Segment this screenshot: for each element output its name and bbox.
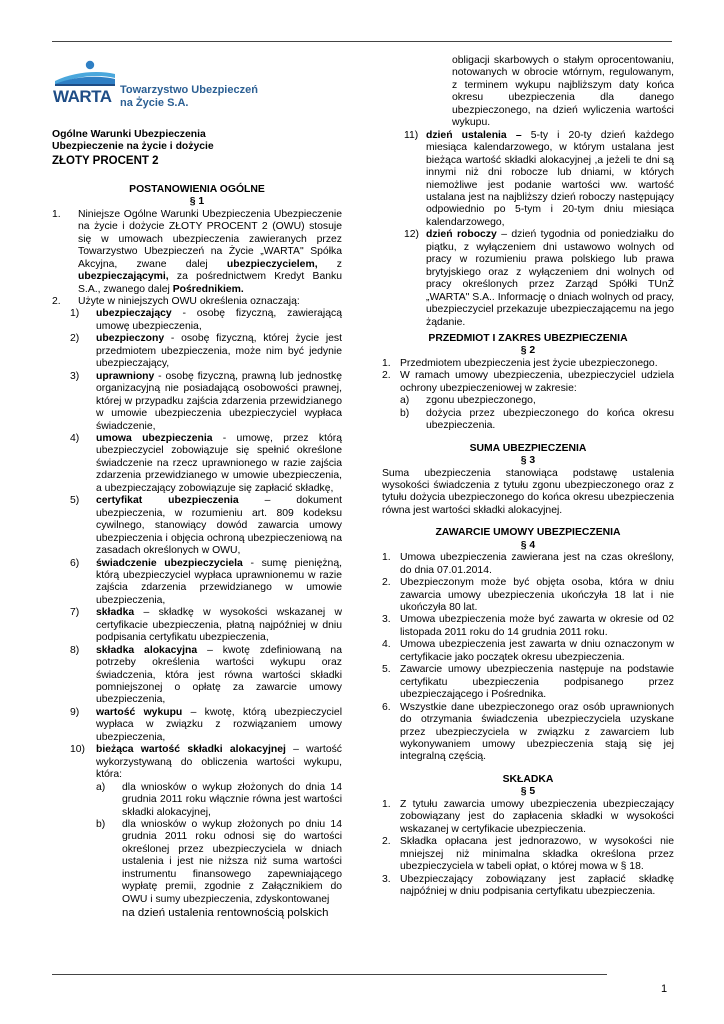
bottom-rule: [52, 974, 607, 975]
item-number: 3.: [382, 873, 391, 885]
section3-heading: SUMA UBEZPIECZENIA: [469, 442, 587, 454]
doc-product-name: ZŁOTY PROCENT 2: [52, 154, 159, 167]
item-text: zgonu ubezpieczonego,: [426, 395, 536, 407]
item-text: Umowa ubezpieczenia jest zawarta w dniu oznaczonym w certyfikacie jako początek okresu ubezpieczenia.: [400, 639, 674, 663]
item-text: – składkę w wysokości wskazanej w certyfikacie ubezpieczenia, płatną najpóźniej w dniu podpisania certyfikatu ubezpieczenia,: [96, 607, 342, 644]
section3-text: Suma ubezpieczenia stanowiąca podstawę ustalenia wysokości świadczenia z tytułu zgonu ubezpieczonego oraz z tytułu dożycia ubezpieczonego do końca okresu ubezpieczenia równa jest wartości składki alokacyjnej.: [382, 467, 674, 516]
section2-clauses: [382, 358, 674, 395]
item-text: – kwotę zdefiniowaną na potrzeby określenia wartości wykupu oraz świadczenia, która jest równa wartości składki pomniejszonej o opłatę za zawarcie umowy ubezpieczenia,: [96, 644, 342, 706]
term-ubezpieczajacy: ubezpieczającymi,: [78, 271, 169, 283]
defined-term: ubezpieczający: [96, 308, 172, 320]
item-text-tail: na dzień ustalenia rentownością polskich: [122, 907, 329, 920]
item-number: b): [400, 407, 410, 419]
clause-4-2: [382, 577, 674, 614]
item-number: 1.: [382, 357, 391, 369]
item-text: dożycia przez ubezpieczonego do końca okresu ubezpieczenia.: [426, 407, 674, 432]
defined-term: dzień roboczy: [426, 229, 497, 241]
clause-text: z: [317, 258, 342, 270]
left-column: [52, 129, 342, 920]
item-text: dla wniosków o wykup złożonych po dniu 14 grudnia 2011 roku odnosi się do wartości określonej przez ubezpieczyciela w dniach ustalenia i jest nie niższa niż suma wartości instrumentu finansowego zapewniającego wypłatę premii, zgodnie z Załącznikiem do OWU i sumy ubezpieczenia, zdyskontowanej: [122, 819, 342, 905]
clause-4-4: [382, 639, 674, 664]
doc-title-line2: Ubezpieczenie na życie i dożycie: [52, 141, 214, 153]
section4-clauses: [382, 552, 674, 764]
definition-1: [382, 130, 674, 230]
clause-number: 2.: [52, 295, 61, 307]
logo-company-name: [120, 84, 258, 110]
logo-dot: [86, 61, 94, 69]
definition-10-1: [52, 782, 342, 819]
term-posrednik: Pośrednikiem.: [172, 283, 244, 295]
clause-5-3: [382, 874, 674, 899]
logo-name-line1: Towarzystwo Ubezpieczeń: [120, 84, 258, 96]
right-column: [382, 55, 674, 898]
definition-2: [382, 229, 674, 329]
clause-2-2: [382, 370, 674, 395]
logo-wordmark: WARTA: [53, 87, 112, 106]
item-number: b): [96, 819, 106, 831]
clause-4-6: [382, 702, 674, 764]
item-text: - osobę fizyczną, której życie jest przedmiotem ubezpieczenia, może nim być jedynie ubezpieczający,: [96, 333, 342, 370]
item-text: – dokument ubezpieczenia, w rozumieniu art. 809 kodeksu cywilnego, stanowiący dowód zawarcia umowy ubezpieczenia i objęcia ochroną ubezpieczeniową na zasadach określonych w OWU,: [96, 495, 343, 557]
definition-10b-continuation: obligacji skarbowych o stałym oprocentowaniu, notowanych w obrocie wtórnym, regulowanym, z terminem wykupu najbliższym daty końca okresu ubezpieczenia dla danego ubezpieczonego, na dzień wyliczenia wartości wykupu.: [452, 55, 674, 129]
clause-text: za pośrednictwem Kredyt Banku S.A., zwanego dalej: [78, 271, 342, 295]
item-text: W ramach umowy ubezpieczenia, ubezpieczyciel udziela ochrony ubezpieczeniowej w zakresie:: [400, 370, 674, 394]
item-number: 2.: [382, 577, 391, 589]
defined-term: świadczenie ubezpieczyciela: [96, 557, 243, 569]
item-text: Z tytułu zawarcia umowy ubezpieczenia ubezpieczający zobowiązany jest do zapłacenia składki w wysokości wskazanej w certyfikacie ubezpieczenia.: [400, 798, 674, 835]
clause-2-2-2: [382, 408, 674, 433]
definition-8: [52, 645, 342, 707]
clause-1-1: [52, 209, 342, 296]
definitions-list-cont: [382, 130, 674, 329]
definition-6: [52, 558, 342, 608]
top-rule: [52, 41, 672, 42]
defined-term: certyfikat ubezpieczenia: [96, 495, 239, 507]
defined-term: wartość wykupu: [96, 706, 183, 718]
section5-heading: SKŁADKA: [502, 773, 554, 785]
definition-1: [52, 308, 342, 333]
item-number: 1.: [382, 798, 391, 810]
clause-5-2: [382, 836, 674, 873]
defined-term: ubezpieczony: [96, 333, 165, 345]
item-number: 11): [404, 129, 419, 141]
item-number: 3.: [382, 614, 391, 626]
item-number: 4.: [382, 639, 391, 651]
item-text: dla wniosków o wykup złożonych do dnia 14 grudnia 2011 roku włącznie równa jest wartości składki alokacyjnej,: [122, 781, 342, 818]
item-number: 7): [70, 607, 80, 619]
item-text: Umowa ubezpieczenia zawierana jest na czas określony, do dnia 07.01.2014.: [400, 552, 674, 576]
definition-2: [52, 333, 342, 370]
defined-term: bieżąca wartość składki alokacyjnej: [96, 744, 286, 756]
item-number: 1): [70, 308, 80, 320]
doc-title-line1: Ogólne Warunki Ubezpieczenia: [52, 129, 206, 140]
section1-heading: POSTANOWIENIA OGÓLNE: [129, 183, 265, 195]
clause-4-1: [382, 552, 674, 577]
section2-heading: PRZEDMIOT I ZAKRES UBEZPIECZENIA: [428, 332, 628, 344]
item-number: 10): [70, 744, 86, 756]
item-number: 3): [70, 370, 80, 382]
item-text: Ubezpieczający zobowiązany jest zapłacić składkę najpóźniej w dniu podpisania certyfikatu ubezpieczenia.: [400, 873, 674, 897]
definition-10-sublist: [52, 782, 342, 921]
item-text: - osobę fizyczną, zawierającą umowę ubezpieczenia,: [96, 308, 342, 332]
definition-4: [52, 433, 342, 495]
section4-heading: ZAWARCIE UMOWY UBEZPIECZENIA: [435, 527, 621, 539]
section4-paragraph-mark: § 4: [520, 539, 536, 551]
defined-term: uprawniony: [96, 370, 155, 382]
logo-name-line2: na Życie S.A.: [120, 97, 189, 109]
item-number: a): [96, 781, 106, 793]
defined-term: dzień ustalenia –: [426, 129, 522, 141]
term-ubezpieczyciel: ubezpieczycielem,: [226, 258, 318, 270]
definition-10: [52, 744, 342, 781]
definition-9: [52, 707, 342, 744]
item-text: - sumę pieniężną, którą ubezpieczyciel wypłaca uprawnionemu w razie zajścia zdarzenia przewidzianego w umowie ubezpieczenia,: [96, 557, 342, 606]
definition-10-2: [52, 819, 342, 920]
item-number: 4): [70, 432, 80, 444]
clause-5-1: [382, 799, 674, 836]
definition-7: [52, 607, 342, 644]
item-text: - osobę fizyczną, prawną lub jednostkę organizacyjną nie posiadającą osobowości prawnej, której w przypadku zajścia zdarzenia przewidzianego w umowie ubezpieczenia ubezpieczyciel wypłaca świadczenie,: [96, 370, 342, 432]
clause-text: Użyte w niniejszych OWU określenia oznaczają:: [78, 295, 300, 307]
item-number: a): [400, 395, 410, 407]
section2-sublist: [382, 395, 674, 432]
item-text: Zawarcie umowy ubezpieczenia następuje na podstawie certyfikatu ubezpieczenia podpisanego przez ubezpieczającego i Pośrednika.: [400, 664, 674, 701]
page-number: 1: [661, 983, 668, 995]
item-text: – kwotę, którą ubezpieczyciel wypłaca w związku z rozwiązaniem umowy ubezpieczenia,: [96, 706, 342, 743]
item-text: - umowę, przez którą ubezpieczyciel zobowiązuje się spełnić określone świadczenie na rzecz uprawnionego w razie zajścia zdarzenia przewidzianego w umowie ubezpieczenia, a ubezpieczający zobowiązuje się zapłacić składkę,: [96, 432, 342, 494]
clause-4-3: [382, 614, 674, 639]
section5-clauses: [382, 799, 674, 899]
item-text: Przedmiotem ubezpieczenia jest życie ubezpieczonego.: [400, 357, 658, 369]
item-number: 2.: [382, 370, 391, 382]
definition-3: [52, 371, 342, 433]
item-text: Umowa ubezpieczenia może być zawarta w okresie od 02 listopada 2011 roku do 14 grudnia 2011 roku.: [400, 614, 674, 638]
item-text: – dzień tygodnia od poniedziałku do piątku, z wyłączeniem dni ustawowo wolnych od pracy w rozumieniu prawa polskiego lub prawa brytyjskiego oraz z wyłączeniem dni wolnych od pracy określonych przez Zarząd Spółki TUnŻ „WARTA" S.A.. Informację o dniach wolnych od pracy, ubezpieczyciel przekazuje ubezpieczającemu na jego żądanie.: [426, 229, 674, 328]
item-number: 1.: [382, 552, 391, 564]
item-text: Składka opłacana jest jednorazowo, w wysokości nie mniejszej niż minimalna składka określona przez ubezpieczyciela w tabeli opłat, o której mowa w § 18.: [400, 836, 674, 873]
item-text: 5-ty i 20-ty dzień każdego miesiąca kalendarzowego, w którym ustalana jest bieżąca wartość składki alokacyjnej ,a jeżeli te dni są innymi niż dni robocze lub dniami, w których niemożliwe jest podanie wartości ww. wartość ustalana jest na najbliższy dzień roboczy następujący odpowiednio po 5-tym i 20-tym dniu miesiąca kalendarzowego,: [426, 129, 674, 228]
defined-term: składka alokacyjna: [96, 644, 198, 656]
clause-2-1: [382, 358, 674, 370]
item-number: 8): [70, 644, 80, 656]
item-number: 2): [70, 333, 80, 345]
section5-paragraph-mark: § 5: [520, 786, 536, 798]
logo-base-bar: [55, 84, 115, 86]
definition-5: [52, 495, 342, 557]
item-text: Ubezpieczonym może być objęta osoba, która w dniu zawarcia umowy ubezpieczenia ukończyła 18 lat i nie ukończyła 80 lat.: [400, 577, 674, 614]
item-number: 6): [70, 557, 80, 569]
item-text: Wszystkie dane ubezpieczonego oraz osób uprawnionych do otrzymania świadczenia ubezpieczyciela uzyskane przez ubezpieczyciela w związku z zawarciem lub wykonywaniem umowy ubezpieczenia stają się jej integralną częścią.: [400, 701, 674, 763]
clause-text: Niniejsze Ogólne Warunki Ubezpieczenia Ubezpieczenie na życie i dożycie ZŁOTY PROCENT 2 (OWU) stosuje się w umowach ubezpieczenia zawieranych przez Towarzystwo Ubezpieczeń na Życie „WARTA" Spółka Akcyjna, zwane dalej: [78, 208, 342, 270]
item-text: – wartość wykorzystywaną do obliczenia wartości wykupu, która:: [96, 744, 342, 781]
item-number: 5): [70, 495, 80, 507]
definitions-list: [52, 308, 342, 781]
clause-4-5: [382, 664, 674, 701]
section3-paragraph-mark: § 3: [520, 455, 536, 467]
clause-2-2-1: [382, 395, 674, 407]
section2-paragraph-mark: § 2: [520, 345, 536, 357]
item-number: 5.: [382, 664, 391, 676]
item-number: 9): [70, 706, 80, 718]
item-number: 6.: [382, 701, 391, 713]
section1-paragraph-mark: § 1: [189, 196, 205, 208]
clause-1-2: [52, 296, 342, 308]
clause-number: 1.: [52, 208, 61, 220]
defined-term: umowa ubezpieczenia: [96, 432, 213, 444]
defined-term: składka: [96, 607, 135, 619]
item-number: 2.: [382, 836, 391, 848]
item-number: 12): [404, 229, 420, 241]
